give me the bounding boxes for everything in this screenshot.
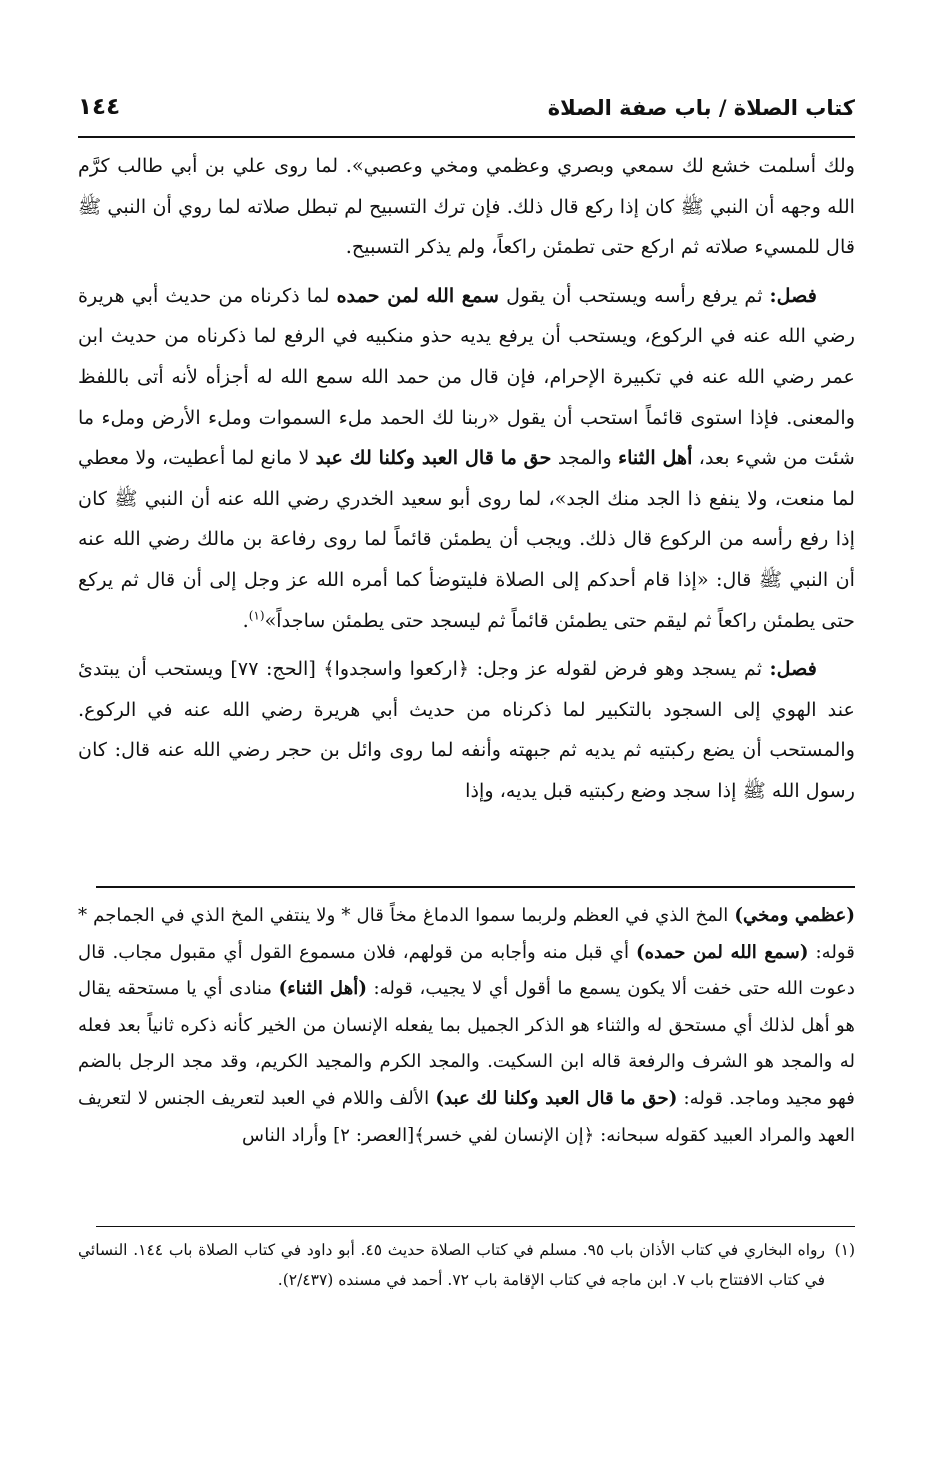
paragraph-text: ولك أسلمت خشع لك سمعي وبصري وعظمي ومخي وعصبي». لما روى علي بن أبي طالب كرَّم الله وجهه أن النبي ﷺ كان إذا ركع قال ذلك. فإن ترك التسبيح لم تبطل صلاته لما روي أن النبي ﷺ قال للمسيء صلاته ثم اركع حتى تطمئن راكعاً، ولم يذكر التسبيح. bbox=[78, 154, 855, 259]
text-run: لا مانع لما أعطيت، ولا معطي لما منعت، ولا ينفع ذا الجد منك الجد»، لما روى أبو سعيد الخدري رضي الله عنه أن النبي ﷺ كان إذا رفع رأسه من الركوع قال ذلك. ويجب أن يطمئن قائماً لما روى رفاعة بن مالك رضي الله عنه أن النبي ﷺ قال: «إذا قام أحدكم إلى الصلاة فليتوضأ كما أمره الله عز وجل إلى أن قال ثم يركع حتى يطمئن راكعاً ثم ليقم حتى يطمئن قائماً ثم ليسجد حتى يطمئن ساجداً» bbox=[78, 446, 855, 632]
gloss-term: (حق ما قال العبد وكلنا لك عبد) bbox=[435, 1087, 678, 1109]
gloss-term: (أهل الثناء) bbox=[278, 978, 367, 1000]
gloss-term: (عظمي ومخي) bbox=[734, 905, 855, 926]
commentary-paragraph bbox=[78, 898, 855, 1154]
bold-phrase: سمع الله لمن حمده bbox=[336, 283, 500, 307]
footnotes bbox=[78, 1236, 855, 1295]
gloss-text: منادى أي يا مستحقه يقال هو أهل لذلك أي مستحق له والثناء هو الذكر الجميل بما يفعله الإنسان من الخير كأنه ذكره ثانياً بعد فعله له والمجد هو الشرف والرفعة قاله ابن السكيت. والمجد الكرم والمجيد الكريم، وقد مجد الرجل بالضم فهو مجيد وماجد. قوله: bbox=[78, 978, 855, 1109]
bold-phrase: أهل الثناء bbox=[618, 446, 693, 470]
text-run: ثم يسجد وهو فرض لقوله عز وجل: ﴿اركعوا واسجدوا﴾ [الحج: ٧٧] ويستحب أن يبتدئ عند الهوي إلى السجود بالتكبير لما ذكرناه من حديث أبي هريرة رضي الله عنه في الركوع. والمستحب أن يضع ركبتيه ثم يديه ثم جبهته وأنفه لما روى وائل بن حجر رضي الله عنه قال: كان رسول الله ﷺ إذا سجد وضع ركبتيه قبل يديه، وإذا bbox=[78, 657, 855, 802]
text-run: ثم يرفع رأسه ويستحب أن يقول bbox=[506, 283, 763, 307]
section-paragraph bbox=[78, 649, 855, 811]
text-run: . bbox=[242, 608, 249, 632]
text-run: والمجد bbox=[557, 446, 612, 470]
footnote bbox=[78, 1236, 855, 1295]
section-label: فصل: bbox=[769, 283, 817, 307]
paragraph bbox=[78, 146, 855, 268]
running-header bbox=[78, 92, 855, 138]
chapter-title: كتاب الصلاة / باب صفة الصلاة bbox=[547, 96, 855, 120]
section-paragraph bbox=[78, 276, 855, 641]
text-run: لما ذكرناه من حديث أبي هريرة رضي الله عنه في الركوع، ويستحب أن يرفع يديه حذو منكبيه في الرفع لما ذكرناه من حديث ابن عمر رضي الله عنه في تكبيرة الإحرام، فإن قال من حمد الله سمع الله له أجزأه لأنه أتى باللفظ والمعنى. فإذا استوى قائماً استحب أن يقول «ربنا لك الحمد ملء السموات وملء الأرض وملء ما شئت من شيء بعد، bbox=[78, 283, 856, 470]
section-label: فصل: bbox=[769, 657, 817, 681]
gloss-text: الألف واللام في العبد لتعريف الجنس لا لتعريف العهد والمراد العبيد كقوله سبحانه: ﴿إن الإنسان لفي خسر﴾[العصر: ٢] وأراد الناس bbox=[78, 1087, 855, 1146]
footnote-number: (١) bbox=[834, 1241, 856, 1259]
gloss-text: أي قبل منه وأجابه من قولهم، فلان مسموع القول أي مقبول مجاب. قال دعوت الله حتى خفت ألا يكون يسمع ما أقول أي لا يجيب، قوله: bbox=[78, 941, 855, 1000]
gloss-term: (سمع الله لمن حمده) bbox=[636, 941, 809, 963]
footnote-divider bbox=[96, 1226, 855, 1227]
footnote-marker[interactable]: (١) bbox=[248, 608, 265, 623]
main-text bbox=[78, 146, 855, 820]
footnote-text: رواه البخاري في كتاب الأذان باب ٩٥. مسلم في كتاب الصلاة حديث ٤٥. أبو داود في كتاب الصلاة باب ١٤٤. النسائي في كتاب الافتتاح باب ٧. ابن ماجه في كتاب الإقامة باب ٧٢. أحمد في مسنده (٢/٤٣٧). bbox=[78, 1241, 826, 1289]
commentary-divider bbox=[96, 886, 855, 888]
commentary bbox=[78, 898, 855, 1154]
gloss-text: المخ الذي في العظم ولربما سموا الدماغ مخاً قال * ولا ينتفي المخ الذي في الجماجم * قوله: bbox=[78, 905, 855, 963]
page-number: ١٤٤ bbox=[78, 94, 121, 120]
bold-phrase: حق ما قال العبد وكلنا لك عبد bbox=[315, 446, 552, 470]
